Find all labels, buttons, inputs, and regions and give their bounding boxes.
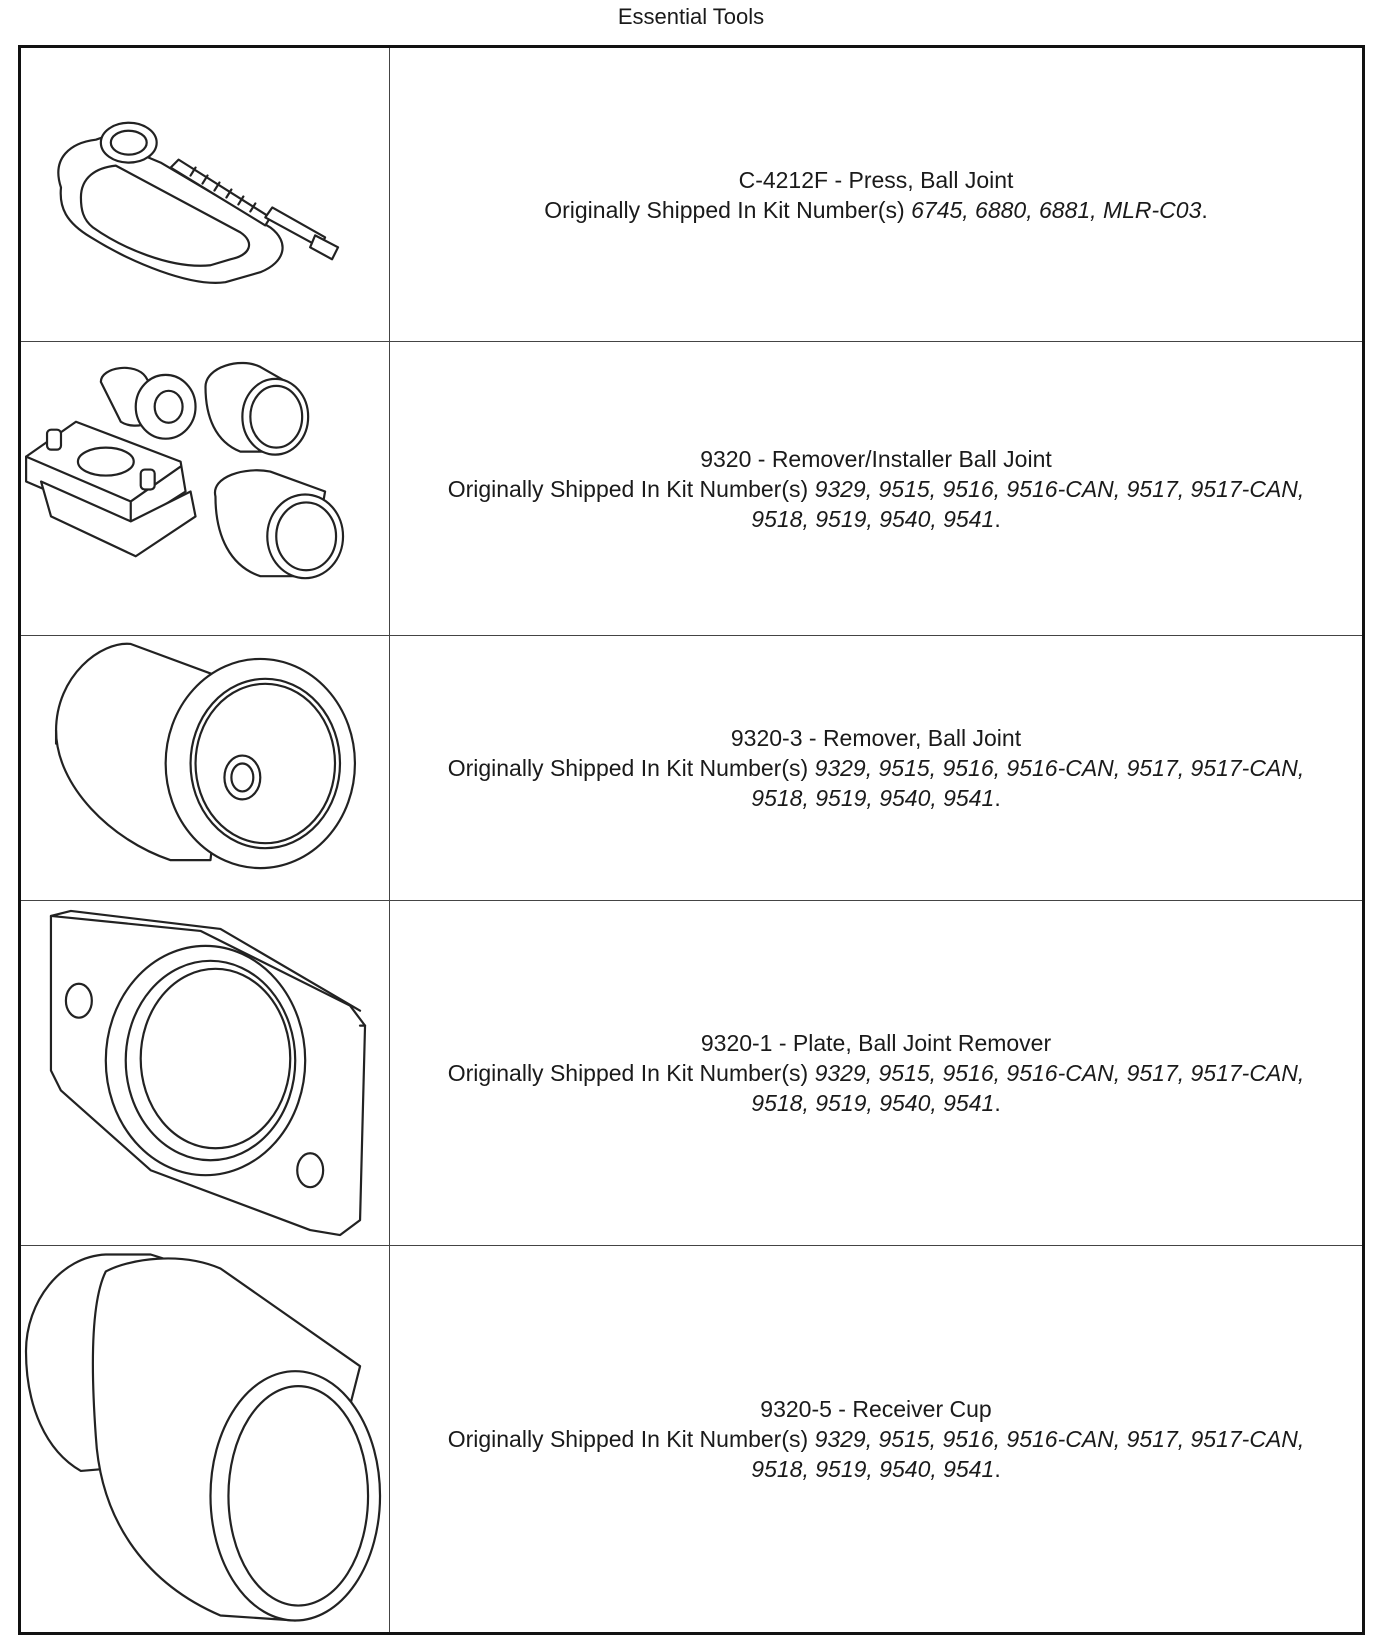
kit-line-2: 9518, 9519, 9540, 9541. <box>751 785 1001 811</box>
kit-prefix: Originally Shipped In Kit Number(s) <box>447 1426 809 1452</box>
page-title: Essential Tools <box>617 4 765 29</box>
kit-prefix: Originally Shipped In Kit Number(s) <box>447 1060 809 1086</box>
tool-name: 9320-1 - Plate, Ball Joint Remover <box>700 1030 1052 1056</box>
remover-installer-set-icon <box>21 342 389 635</box>
tool-row-9320-5 <box>21 1246 1362 1632</box>
kit-numbers-2: 9518, 9519, 9540, 9541 <box>751 1456 995 1482</box>
ball-joint-remover-icon <box>21 636 389 900</box>
tool-description <box>390 48 1362 341</box>
kit-prefix: Originally Shipped In Kit Number(s) <box>544 196 905 223</box>
ball-joint-press-illustration <box>21 48 390 341</box>
tool-row-9320 <box>21 342 1362 636</box>
kit-numbers: 9329, 9515, 9516, 9516-CAN, 9517, 9517-CAN, <box>814 755 1305 781</box>
kit-line: Originally Shipped In Kit Number(s) 6745, 6880, 6881, MLR-C03. <box>544 196 1208 223</box>
kit-numbers-2: 9518, 9519, 9540, 9541 <box>751 505 995 532</box>
remover-plate-icon <box>21 901 389 1245</box>
tool-row-9320-1 <box>21 901 1362 1246</box>
tool-row-9320-3 <box>21 636 1362 901</box>
kit-line-2: 9518, 9519, 9540, 9541. <box>751 1456 1001 1482</box>
kit-numbers: 9329, 9515, 9516, 9516-CAN, 9517, 9517-CAN, <box>814 1060 1305 1086</box>
kit-numbers-2: 9518, 9519, 9540, 9541 <box>751 1090 995 1116</box>
kit-numbers-2: 9518, 9519, 9540, 9541 <box>751 785 995 811</box>
tool-name: 9320 - Remover/Installer Ball Joint <box>700 445 1052 472</box>
kit-line <box>448 753 1305 783</box>
kit-numbers: 9329, 9515, 9516, 9516-CAN, 9517, 9517-CAN, <box>814 1426 1305 1452</box>
kit-line-2: 9518, 9519, 9540, 9541. <box>751 505 1001 532</box>
kit-line <box>448 1424 1305 1454</box>
kit-numbers: 9329, 9515, 9516, 9516-CAN, 9517, 9517-CAN, <box>814 475 1305 502</box>
tool-name: C-4212F - Press, Ball Joint <box>738 166 1014 193</box>
receiver-cup-icon <box>21 1246 389 1632</box>
tool-description <box>390 342 1362 635</box>
ball-joint-press-icon <box>21 48 389 341</box>
remover-installer-set-illustration <box>21 342 390 635</box>
tool-row-c4212f <box>21 48 1362 342</box>
kit-line <box>448 1058 1305 1088</box>
receiver-cup-illustration <box>21 1246 390 1632</box>
kit-line <box>448 474 1305 504</box>
tool-name: 9320-5 - Receiver Cup <box>760 1396 992 1422</box>
tool-description <box>390 636 1362 900</box>
kit-line-2: 9518, 9519, 9540, 9541. <box>751 1090 1001 1116</box>
kit-numbers: 6745, 6880, 6881, MLR-C03 <box>911 196 1202 223</box>
ball-joint-remover-illustration <box>21 636 390 900</box>
tool-description <box>390 1246 1362 1632</box>
tool-name: 9320-3 - Remover, Ball Joint <box>730 725 1022 751</box>
tools-table <box>18 45 1365 1635</box>
remover-plate-illustration <box>21 901 390 1245</box>
kit-prefix: Originally Shipped In Kit Number(s) <box>447 475 809 502</box>
kit-prefix: Originally Shipped In Kit Number(s) <box>447 755 809 781</box>
tool-description <box>390 901 1362 1245</box>
